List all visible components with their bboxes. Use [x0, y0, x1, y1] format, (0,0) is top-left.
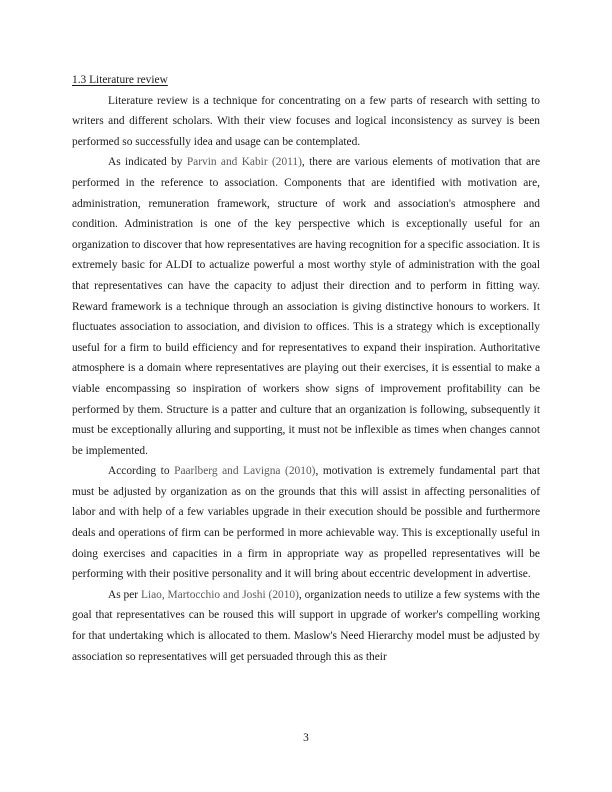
paragraph-paarlberg-lavigna [72, 461, 540, 585]
paragraph-body-text: , organization needs to utilize a few systems with the goal that representatives can be roused this will support in upgrade of worker's compelling working for that undertaking which is allocated to them. Maslow's Need Hierarchy model must be adjusted by association so representatives will get persuaded through this as their [72, 588, 540, 663]
citation-paarlberg-lavigna: Paarlberg and Lavigna (2010) [174, 465, 316, 478]
citation-parvin-kabir: Parvin and Kabir (2011) [186, 156, 302, 169]
paragraph-intro-text: Literature review is a technique for concentrating on a few parts of research with setting to writers and different scholars. With their view focuses and logical inconsistency as survey is been performed so successfully idea and usage can be contemplated. [72, 94, 540, 148]
paragraph-body-text: , motivation is extremely fundamental part that must be adjusted by organization as on the grounds that this will assist in affecting personalities of labor and with help of a few variables upgrade in their execution should be possible and furthermore deals and operations of firm can be performed in more achievable way. This is exceptionally useful in doing exercises and capacities in a firm in appropriate way as propelled representatives will be performing with their positive personality and it will bring about eccentric development in advertise. [72, 465, 540, 581]
section-heading-row [72, 70, 540, 91]
page-number: 3 [303, 732, 309, 744]
paragraph-parvin-kabir [72, 152, 540, 461]
paragraph-lead-text: As indicated by [108, 156, 187, 169]
paragraph-intro [72, 91, 540, 153]
paragraph-body-text: , there are various elements of motivation that are performed in the reference to association. Components that are identified with motivation are, administration, remuneration framework, structure of work and association's atmosphere and condition. Administration is one of the key perspective which is exceptionally useful for an organization to discover that how representatives are having recognition for a specific association. It is extremely basic for ALDI to actualize powerful a most worthy style of administration with the goal that representatives can have the capacity to adjust their direction and to perform in fitting way. Reward framework is a technique through an association is giving distinctive honours to workers. It fluctuates association to association, and division to offices. This is a strategy which is exceptionally useful for a firm to build efficiency and for representatives to expand their inspiration. Authoritative atmosphere is a domain where representatives are playing out their exercises, it is essential to make a viable encompassing so inspiration of workers show signs of improvement profitability can be performed by them. Structure is a patter and culture that an organization is following, subsequently it must be exceptionally alluring and supporting, it must not be inflexible as times when changes cannot be implemented. [72, 156, 541, 457]
paragraph-liao-martocchio-joshi [72, 585, 540, 667]
section-heading: 1.3 Literature review [72, 74, 168, 86]
page-body [72, 70, 540, 667]
citation-liao-martocchio-joshi: Liao, Martocchio and Joshi (2010) [140, 588, 299, 601]
paragraph-lead-text: As per [108, 588, 141, 601]
paragraph-lead-text: According to [108, 465, 175, 478]
